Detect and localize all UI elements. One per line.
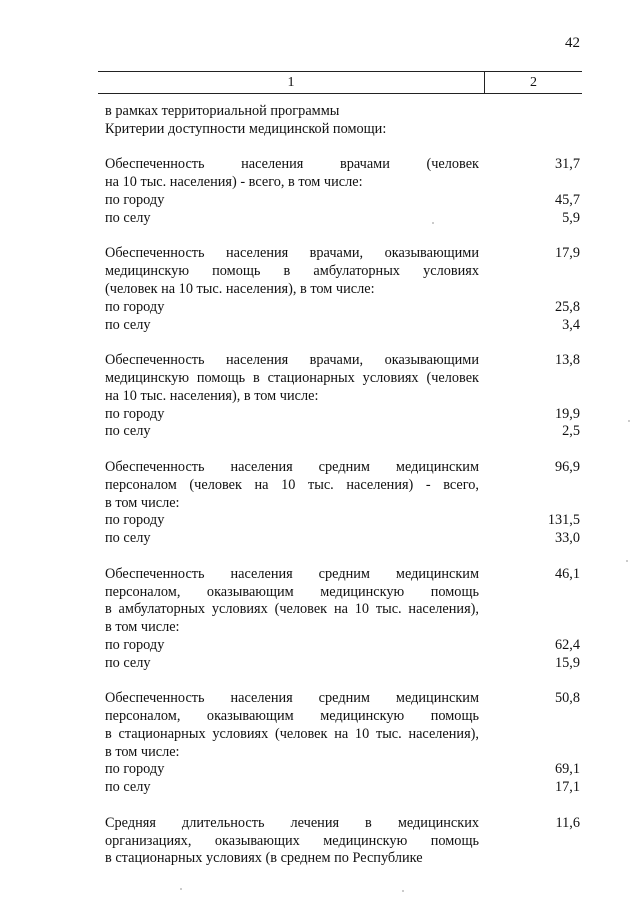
intro-row bbox=[105, 103, 580, 139]
sub-label: по селу bbox=[105, 530, 151, 547]
scan-speck bbox=[180, 888, 182, 890]
criteria-value: 11,6 bbox=[555, 814, 580, 831]
sub-value: 69,1 bbox=[554, 761, 580, 778]
criteria-section bbox=[105, 156, 580, 227]
sub-row bbox=[105, 761, 580, 779]
sub-row bbox=[105, 210, 580, 228]
sub-value: 131,5 bbox=[547, 512, 580, 529]
sections bbox=[105, 156, 580, 868]
criteria-text-line: в стационарных условиях (в среднем по Республике bbox=[105, 850, 423, 867]
table-header bbox=[98, 71, 582, 94]
criteria-text-line: в том числе: bbox=[105, 494, 180, 511]
sub-row bbox=[105, 779, 580, 797]
sub-value: 25,8 bbox=[554, 298, 580, 315]
criteria-text-line: медицинскую помощь в стационарных условиях (человек bbox=[105, 369, 479, 386]
intro-line: Критерии доступности медицинской помощи: bbox=[105, 120, 387, 137]
scan-speck bbox=[628, 420, 630, 422]
criteria-row bbox=[105, 690, 580, 761]
criteria-section bbox=[105, 690, 580, 797]
sub-label: по городу bbox=[105, 761, 165, 778]
sub-row bbox=[105, 655, 580, 673]
sub-value: 3,4 bbox=[562, 316, 580, 333]
scan-speck bbox=[432, 222, 434, 224]
criteria-text-line: организациях, оказывающих медицинскую помощь bbox=[105, 832, 479, 849]
sub-label: по городу bbox=[105, 298, 165, 315]
sub-value: 2,5 bbox=[562, 423, 580, 440]
sub-label: по городу bbox=[105, 405, 165, 422]
sub-row bbox=[105, 530, 580, 548]
criteria-text-line: Обеспеченность населения средним медицинским bbox=[105, 565, 479, 582]
sub-row bbox=[105, 192, 580, 210]
criteria-row bbox=[105, 245, 580, 298]
sub-value: 15,9 bbox=[554, 654, 580, 671]
criteria-text-line: Обеспеченность населения врачами (человек bbox=[105, 156, 479, 173]
criteria-text-line: в том числе: bbox=[105, 743, 180, 760]
criteria-text-line: персоналом, оказывающим медицинскую помощь bbox=[105, 583, 479, 600]
sub-label: по селу bbox=[105, 423, 151, 440]
criteria-text-line: персоналом, оказывающим медицинскую помощь bbox=[105, 708, 479, 725]
sub-value: 19,9 bbox=[554, 405, 580, 422]
sub-value: 62,4 bbox=[554, 636, 580, 653]
criteria-section bbox=[105, 459, 580, 548]
criteria-text-line: Средняя длительность лечения в медицинских bbox=[105, 814, 479, 831]
sub-label: по селу bbox=[105, 654, 151, 671]
criteria-value: 50,8 bbox=[554, 690, 580, 707]
criteria-section bbox=[105, 815, 580, 868]
scan-speck bbox=[402, 890, 404, 892]
sub-label: по селу bbox=[105, 209, 151, 226]
criteria-value: 31,7 bbox=[554, 156, 580, 173]
criteria-section bbox=[105, 245, 580, 334]
criteria-section bbox=[105, 352, 580, 441]
criteria-text-line: в амбулаторных условиях (человек на 10 тыс. населения), bbox=[105, 601, 479, 618]
sub-label: по городу bbox=[105, 512, 165, 529]
criteria-row bbox=[105, 815, 580, 868]
sub-value: 5,9 bbox=[562, 209, 580, 226]
sub-row bbox=[105, 423, 580, 441]
criteria-value: 17,9 bbox=[554, 245, 580, 262]
sub-row bbox=[105, 317, 580, 335]
criteria-value: 46,1 bbox=[554, 565, 580, 582]
intro-line: в рамках территориальной программы bbox=[105, 103, 340, 119]
criteria-row bbox=[105, 566, 580, 637]
criteria-row bbox=[105, 156, 580, 192]
sub-value: 17,1 bbox=[554, 779, 580, 796]
sub-value: 45,7 bbox=[554, 191, 580, 208]
criteria-text-line: (человек на 10 тыс. населения), в том числе: bbox=[105, 280, 375, 297]
criteria-text-line: медицинскую помощь в амбулаторных условиях bbox=[105, 263, 479, 280]
scan-speck bbox=[626, 560, 628, 562]
sub-label: по городу bbox=[105, 636, 165, 653]
sub-row bbox=[105, 406, 580, 424]
page-number: 42 bbox=[565, 35, 580, 51]
criteria-text-line: персоналом (человек на 10 тыс. населения) - всего, bbox=[105, 476, 479, 493]
table-header-col1: 1 bbox=[287, 75, 295, 90]
table-body bbox=[105, 103, 580, 886]
criteria-row bbox=[105, 459, 580, 512]
sub-label: по селу bbox=[105, 316, 151, 333]
criteria-text-line: Обеспеченность населения врачами, оказывающими bbox=[105, 245, 479, 262]
criteria-section bbox=[105, 566, 580, 673]
criteria-value: 96,9 bbox=[554, 458, 580, 475]
criteria-text-line: Обеспеченность населения средним медицинским bbox=[105, 690, 479, 707]
sub-row bbox=[105, 637, 580, 655]
criteria-text-line: в том числе: bbox=[105, 619, 180, 636]
sub-label: по городу bbox=[105, 191, 165, 208]
criteria-text-line: на 10 тыс. населения) - всего, в том числе: bbox=[105, 174, 363, 191]
criteria-row bbox=[105, 352, 580, 405]
table-header-col2: 2 bbox=[484, 72, 582, 93]
criteria-text-line: на 10 тыс. населения), в том числе: bbox=[105, 387, 319, 404]
sub-value: 33,0 bbox=[554, 530, 580, 547]
sub-row bbox=[105, 512, 580, 530]
criteria-value: 13,8 bbox=[554, 352, 580, 369]
sub-label: по селу bbox=[105, 779, 151, 796]
sub-row bbox=[105, 299, 580, 317]
criteria-text-line: Обеспеченность населения средним медицинским bbox=[105, 458, 479, 475]
criteria-text-line: в стационарных условиях (человек на 10 тыс. населения), bbox=[105, 725, 479, 742]
criteria-text-line: Обеспеченность населения врачами, оказывающими bbox=[105, 352, 479, 369]
